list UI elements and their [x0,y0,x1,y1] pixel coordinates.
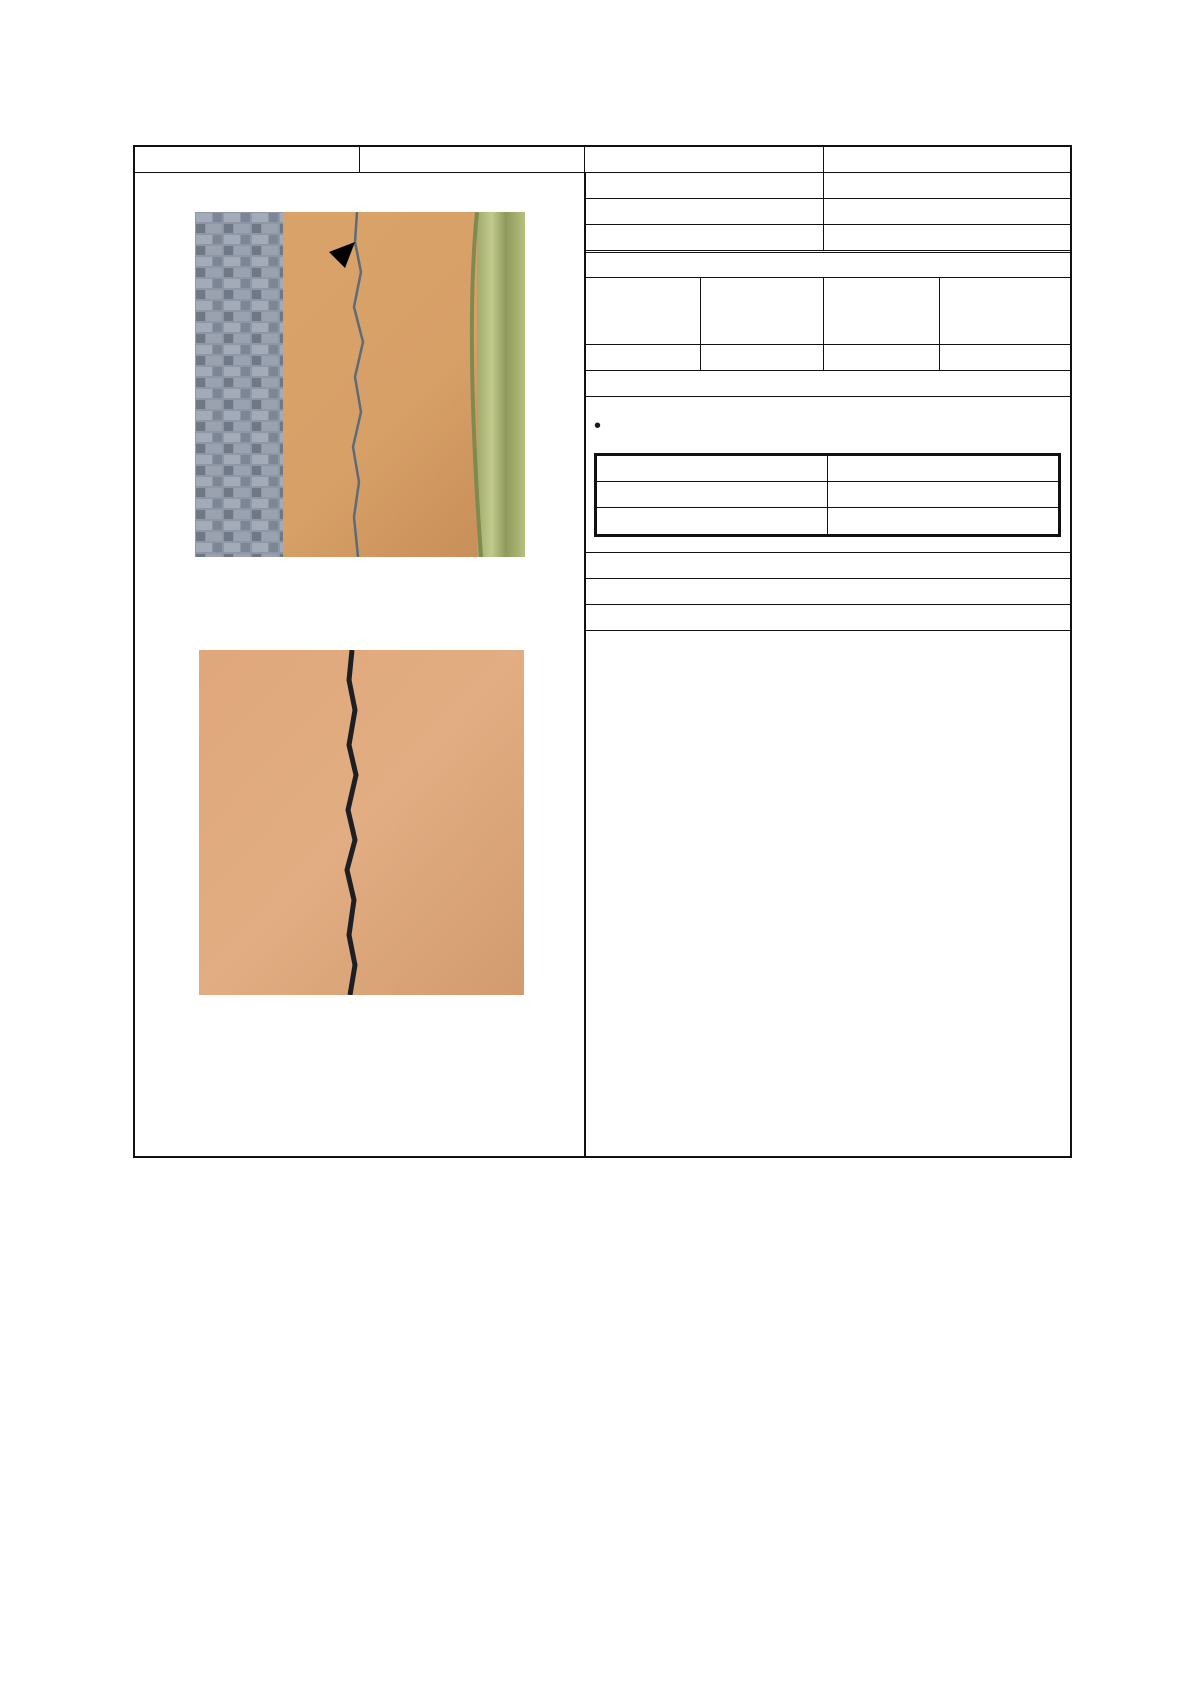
causes-title [584,552,1072,579]
dimension-value-depth [827,507,1059,535]
bullet-icon: • [594,415,602,437]
description-bullet [594,415,632,438]
baris-condition-header [584,277,701,345]
description-title [584,370,1072,397]
level-label [584,145,824,173]
sheet-number-label [133,145,360,173]
dimension-value-width [827,481,1059,508]
remedies-title [584,604,1072,631]
baris-colour-swatch [939,344,1072,371]
dimension-value-length [827,455,1059,482]
foresight-photo-image [195,212,525,557]
dimension-label-length [596,455,828,482]
component-label [584,224,824,251]
baris-condition-value [584,344,701,371]
baris-matrix-header [823,277,940,345]
dimension-label-depth [596,507,828,535]
component-value [823,224,1072,251]
location-value [823,172,1072,199]
element-value [823,198,1072,225]
baris-colour-header [939,277,1072,345]
causes-value [584,578,1072,605]
foresight-photo [195,212,525,557]
baris-title [584,252,1072,278]
baris-priority-header [700,277,824,345]
close-photo [199,650,524,995]
level-value [823,145,1072,173]
sheet-number-value [359,145,585,173]
dimension-label-width [596,481,828,508]
baris-priority-value [700,344,824,371]
baris-matrix-value [823,344,940,371]
close-photo-image [199,650,524,995]
location-label [584,172,824,199]
element-label [584,198,824,225]
